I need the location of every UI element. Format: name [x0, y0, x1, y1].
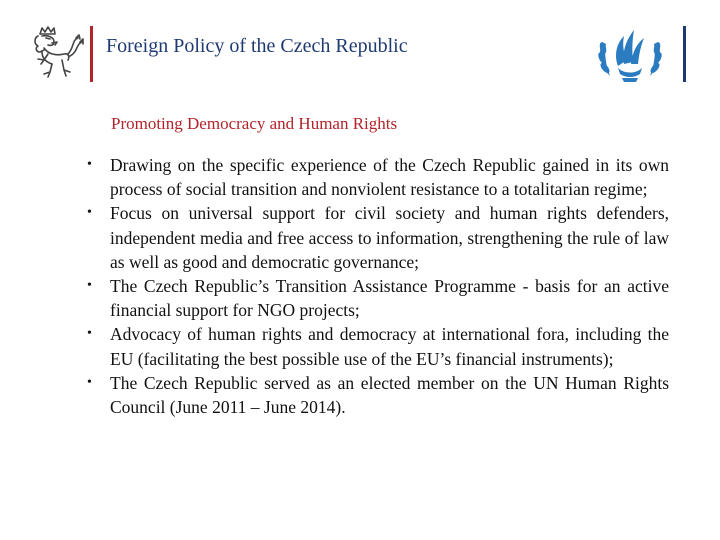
list-item — [84, 201, 669, 274]
list-item — [84, 371, 669, 419]
list-item-text: The Czech Republic’s Transition Assistance Programme - basis for an active financial support for NGO projects; — [110, 276, 669, 321]
bullet-dot-icon: • — [87, 278, 92, 294]
czech-lion-logo-icon — [26, 24, 84, 82]
bullet-dot-icon: • — [87, 326, 92, 342]
un-human-rights-emblem-icon — [594, 22, 666, 86]
list-item-text: Drawing on the specific experience of the Czech Republic gained in its own process of social transition and nonviolent resistance to a totalitarian regime; — [110, 155, 669, 200]
list-item-text: Focus on universal support for civil society and human rights defenders, independent media and free access to information, strengthening the rule of law as well as good and democratic governance; — [110, 203, 669, 272]
bullet-dot-icon: • — [87, 157, 92, 172]
header-divider-left — [90, 26, 93, 82]
bullet-list — [84, 153, 669, 419]
section-subtitle: Promoting Democracy and Human Rights — [111, 114, 398, 133]
list-item-text: Advocacy of human rights and democracy at international fora, including the EU (facilitating the best possible use of the EU’s financial instruments); — [110, 324, 669, 369]
page-title: Foreign Policy of the Czech Republic — [106, 35, 408, 57]
bullet-dot-icon: • — [87, 205, 92, 221]
bullet-dot-icon: • — [87, 374, 92, 390]
list-item — [84, 153, 669, 201]
list-item — [84, 274, 669, 322]
header-divider-right — [683, 26, 686, 82]
list-item — [84, 322, 669, 370]
list-item-text: The Czech Republic served as an elected member on the UN Human Rights Council (June 2011 – June 2014). — [110, 372, 669, 418]
